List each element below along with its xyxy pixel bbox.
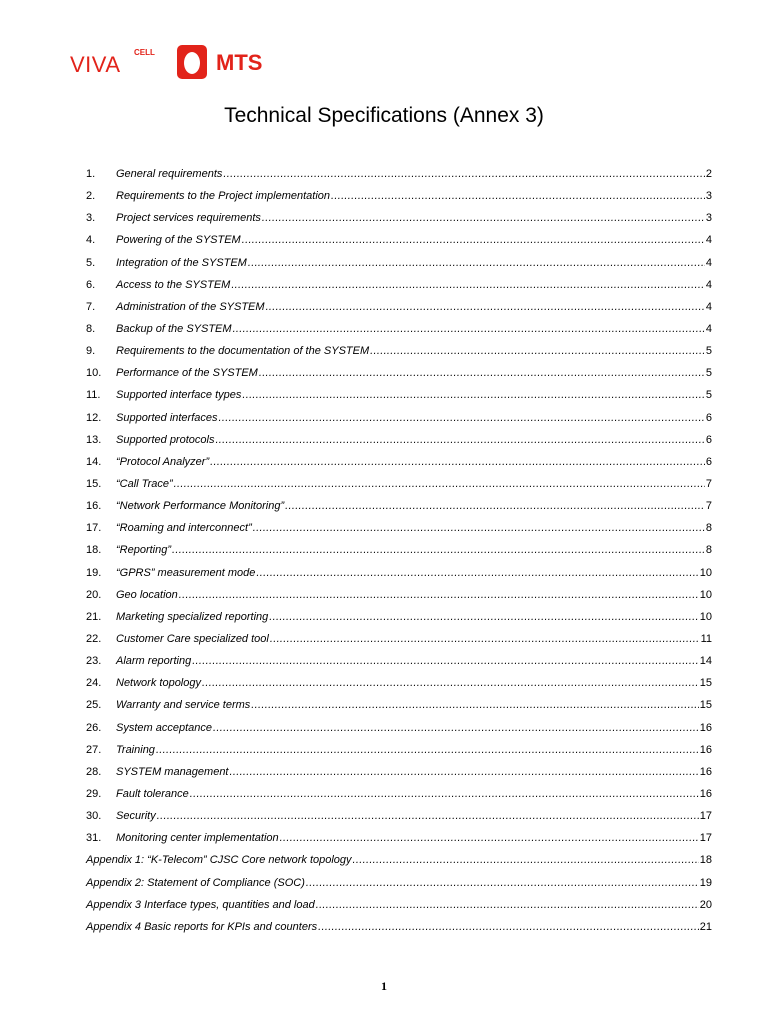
- toc-entry-page: 20: [699, 898, 712, 911]
- toc-entry-label: Geo location: [116, 588, 178, 601]
- toc-dot-leader: [256, 567, 698, 579]
- toc-entry-page: 16: [699, 743, 712, 756]
- toc-entry-label: System acceptance: [116, 721, 212, 734]
- toc-entry-number: 12.: [86, 411, 102, 424]
- toc-dot-leader: [353, 854, 699, 866]
- toc-entry[interactable]: [86, 500, 712, 522]
- toc-dot-leader: [190, 788, 699, 800]
- toc-entry-label: Access to the SYSTEM: [116, 278, 231, 291]
- toc-dot-leader: [270, 633, 700, 645]
- toc-entry-label: Appendix 1: “K-Telecom” CJSC Core network topology: [86, 854, 352, 867]
- toc-entry[interactable]: [86, 301, 712, 323]
- table-of-contents: [86, 168, 712, 943]
- toc-entry-label: Project services requirements: [116, 212, 261, 225]
- toc-entry-number: 4.: [86, 234, 96, 247]
- toc-dot-leader: [215, 434, 704, 446]
- toc-entry-number: 7.: [86, 300, 96, 313]
- toc-entry[interactable]: [86, 389, 712, 411]
- toc-dot-leader: [213, 722, 699, 734]
- toc-entry-page: 6: [705, 433, 712, 446]
- toc-entry-page: 19: [699, 876, 712, 889]
- toc-entry-page: 16: [699, 787, 712, 800]
- toc-dot-leader: [266, 301, 705, 313]
- mts-egg-icon: [176, 44, 208, 80]
- toc-entry-label: “Protocol Analyzer”: [116, 455, 210, 468]
- toc-entry-number: 8.: [86, 322, 96, 335]
- toc-entry-number: 20.: [86, 588, 102, 601]
- toc-entry-page: 3: [705, 190, 712, 203]
- toc-entry-page: 10: [699, 610, 712, 623]
- toc-entry-page: 16: [699, 765, 712, 778]
- toc-entry-number: 31.: [86, 832, 102, 845]
- toc-entry[interactable]: [86, 345, 712, 367]
- toc-entry-page: 3: [705, 212, 712, 225]
- toc-entry-page: 16: [699, 721, 712, 734]
- toc-entry-label: SYSTEM management: [116, 765, 229, 778]
- toc-entry-page: 4: [705, 234, 712, 247]
- toc-entry-label: Powering of the SYSTEM: [116, 234, 241, 247]
- toc-entry-label: Training: [116, 743, 155, 756]
- toc-entry-label: Integration of the SYSTEM: [116, 256, 247, 269]
- toc-dot-leader: [318, 921, 699, 933]
- toc-entry-page: 11: [700, 632, 712, 645]
- toc-entry-number: 19.: [86, 566, 102, 579]
- toc-entry-label: General requirements: [116, 168, 223, 180]
- toc-entry-page: 8: [705, 522, 712, 535]
- toc-entry-label: “GPRS” measurement mode: [116, 566, 256, 579]
- toc-entry[interactable]: [86, 279, 712, 301]
- toc-entry-number: 14.: [86, 455, 102, 468]
- toc-entry-number: 24.: [86, 677, 102, 690]
- toc-dot-leader: [259, 367, 705, 379]
- toc-dot-leader: [223, 168, 704, 180]
- toc-entry[interactable]: [86, 257, 712, 279]
- toc-entry-page: 8: [705, 544, 712, 557]
- toc-entry-number: 10.: [86, 367, 102, 380]
- toc-entry-label: Marketing specialized reporting: [116, 610, 269, 623]
- toc-entry-page: 10: [699, 566, 712, 579]
- toc-dot-leader: [253, 522, 705, 534]
- toc-entry-page: 5: [705, 345, 712, 358]
- toc-entry[interactable]: [86, 611, 712, 633]
- toc-entry-label: Appendix 4 Basic reports for KPIs and counters: [86, 920, 318, 933]
- toc-entry[interactable]: [86, 655, 712, 677]
- toc-entry[interactable]: [86, 434, 712, 456]
- toc-entry[interactable]: [86, 168, 712, 190]
- toc-entry-label: Performance of the SYSTEM: [116, 367, 258, 380]
- toc-entry[interactable]: [86, 744, 712, 766]
- toc-dot-leader: [242, 234, 705, 246]
- toc-entry[interactable]: [86, 788, 712, 810]
- toc-entry-page: 5: [705, 367, 712, 380]
- toc-entry-number: 3.: [86, 212, 96, 225]
- toc-entry[interactable]: [86, 722, 712, 744]
- toc-entry-label: Network topology: [116, 677, 201, 690]
- toc-entry-page: 4: [705, 300, 712, 313]
- toc-entry-page: 17: [699, 810, 712, 823]
- toc-entry[interactable]: [86, 589, 712, 611]
- toc-entry-page: 4: [705, 278, 712, 291]
- toc-dot-leader: [202, 677, 699, 689]
- toc-dot-leader: [210, 456, 705, 468]
- toc-entry-label: Requirements to the documentation of the SYSTEM: [116, 345, 370, 358]
- toc-entry-number: 30.: [86, 810, 102, 823]
- toc-entry-number: 13.: [86, 433, 102, 446]
- toc-entry[interactable]: [86, 544, 712, 566]
- toc-entry-number: 1.: [86, 168, 96, 180]
- vivacell-mts-logo: [70, 44, 290, 80]
- toc-entry[interactable]: [86, 478, 712, 500]
- toc-entry-page: 7: [705, 477, 712, 490]
- toc-entry-number: 22.: [86, 632, 102, 645]
- toc-entry-label: Security: [116, 810, 156, 823]
- toc-entry-label: Customer Care specialized tool: [116, 632, 269, 645]
- toc-dot-leader: [316, 899, 699, 911]
- toc-dot-leader: [262, 212, 705, 224]
- logo-cell-text: CELL: [134, 48, 155, 57]
- toc-entry[interactable]: [86, 766, 712, 788]
- toc-entry[interactable]: [86, 190, 712, 212]
- document-title: Technical Specifications (Annex 3): [224, 104, 544, 127]
- toc-entry-page: 17: [699, 832, 712, 845]
- toc-entry-page: 2: [705, 168, 712, 180]
- toc-entry[interactable]: [86, 367, 712, 389]
- toc-entry-number: 23.: [86, 655, 102, 668]
- toc-dot-leader: [233, 323, 705, 335]
- toc-entry-number: 15.: [86, 477, 102, 490]
- toc-entry[interactable]: [86, 810, 712, 832]
- toc-dot-leader: [331, 190, 705, 202]
- toc-entry-label: Alarm reporting: [116, 655, 192, 668]
- toc-entry-page: 10: [699, 588, 712, 601]
- toc-entry-number: 28.: [86, 765, 102, 778]
- toc-dot-leader: [285, 500, 705, 512]
- toc-entry-label: Appendix 3 Interface types, quantities and load: [86, 898, 315, 911]
- toc-entry-label: “Call Trace”: [116, 477, 173, 490]
- toc-dot-leader: [157, 810, 699, 822]
- toc-entry-label: Backup of the SYSTEM: [116, 322, 232, 335]
- toc-entry-number: 2.: [86, 190, 96, 203]
- toc-entry-page: 14: [699, 655, 712, 668]
- toc-entry-label: Appendix 2: Statement of Compliance (SOC): [86, 876, 305, 889]
- toc-entry[interactable]: [86, 456, 712, 478]
- toc-entry-label: Supported interfaces: [116, 411, 218, 424]
- toc-dot-leader: [192, 655, 699, 667]
- toc-dot-leader: [269, 611, 699, 623]
- toc-entry-label: Supported interface types: [116, 389, 242, 402]
- toc-entry[interactable]: [86, 212, 712, 234]
- toc-dot-leader: [370, 345, 705, 357]
- toc-dot-leader: [248, 257, 705, 269]
- logo-viva-text: VIVA: [70, 52, 121, 77]
- toc-dot-leader: [172, 544, 705, 556]
- toc-entry-number: 16.: [86, 500, 102, 513]
- toc-entry-label: Administration of the SYSTEM: [116, 300, 265, 313]
- toc-dot-leader: [230, 766, 699, 778]
- toc-dot-leader: [231, 279, 705, 291]
- toc-entry[interactable]: [86, 854, 712, 876]
- toc-entry-page: 15: [699, 699, 712, 712]
- toc-entry-number: 9.: [86, 345, 96, 358]
- toc-entry-number: 21.: [86, 610, 102, 623]
- toc-entry-page: 7: [705, 500, 712, 513]
- toc-entry[interactable]: [86, 412, 712, 434]
- toc-entry-number: 5.: [86, 256, 96, 269]
- toc-entry-number: 25.: [86, 699, 102, 712]
- toc-entry-label: “Roaming and interconnect”: [116, 522, 252, 535]
- toc-entry-number: 6.: [86, 278, 96, 291]
- toc-entry[interactable]: [86, 832, 712, 854]
- toc-dot-leader: [280, 832, 699, 844]
- toc-entry[interactable]: [86, 323, 712, 345]
- toc-entry-label: “Reporting”: [116, 544, 172, 557]
- toc-entry-number: 29.: [86, 787, 102, 800]
- toc-entry[interactable]: [86, 567, 712, 589]
- toc-entry-page: 4: [705, 322, 712, 335]
- toc-entry-number: 27.: [86, 743, 102, 756]
- toc-entry[interactable]: [86, 921, 712, 943]
- toc-entry-number: 17.: [86, 522, 102, 535]
- toc-dot-leader: [306, 877, 699, 889]
- toc-dot-leader: [219, 412, 705, 424]
- toc-entry-label: Requirements to the Project implementation: [116, 190, 330, 203]
- toc-entry-page: 6: [705, 455, 712, 468]
- toc-entry-label: Supported protocols: [116, 433, 215, 446]
- toc-entry[interactable]: [86, 677, 712, 699]
- toc-entry-number: 11.: [86, 389, 101, 402]
- toc-entry-label: Warranty and service terms: [116, 699, 251, 712]
- toc-dot-leader: [251, 699, 698, 711]
- toc-entry-label: Fault tolerance: [116, 787, 189, 800]
- toc-entry-page: 18: [699, 854, 712, 867]
- logo-mts-text: MTS: [216, 50, 263, 75]
- toc-entry-number: 26.: [86, 721, 102, 734]
- toc-dot-leader: [242, 389, 705, 401]
- toc-entry-number: 18.: [86, 544, 102, 557]
- toc-entry-page: 15: [699, 677, 712, 690]
- toc-dot-leader: [174, 478, 705, 490]
- toc-dot-leader: [156, 744, 699, 756]
- toc-entry-page: 4: [705, 256, 712, 269]
- toc-entry[interactable]: [86, 899, 712, 921]
- toc-entry[interactable]: [86, 633, 712, 655]
- page-number: 1: [381, 979, 387, 993]
- toc-dot-leader: [179, 589, 699, 601]
- toc-entry-label: Monitoring center implementation: [116, 832, 279, 845]
- toc-entry[interactable]: [86, 522, 712, 544]
- toc-entry-label: “Network Performance Monitoring”: [116, 500, 285, 513]
- toc-entry[interactable]: [86, 699, 712, 721]
- toc-entry-page: 21: [699, 920, 712, 933]
- toc-entry-page: 5: [705, 389, 712, 402]
- toc-entry[interactable]: [86, 234, 712, 256]
- toc-entry-page: 6: [705, 411, 712, 424]
- toc-entry[interactable]: [86, 877, 712, 899]
